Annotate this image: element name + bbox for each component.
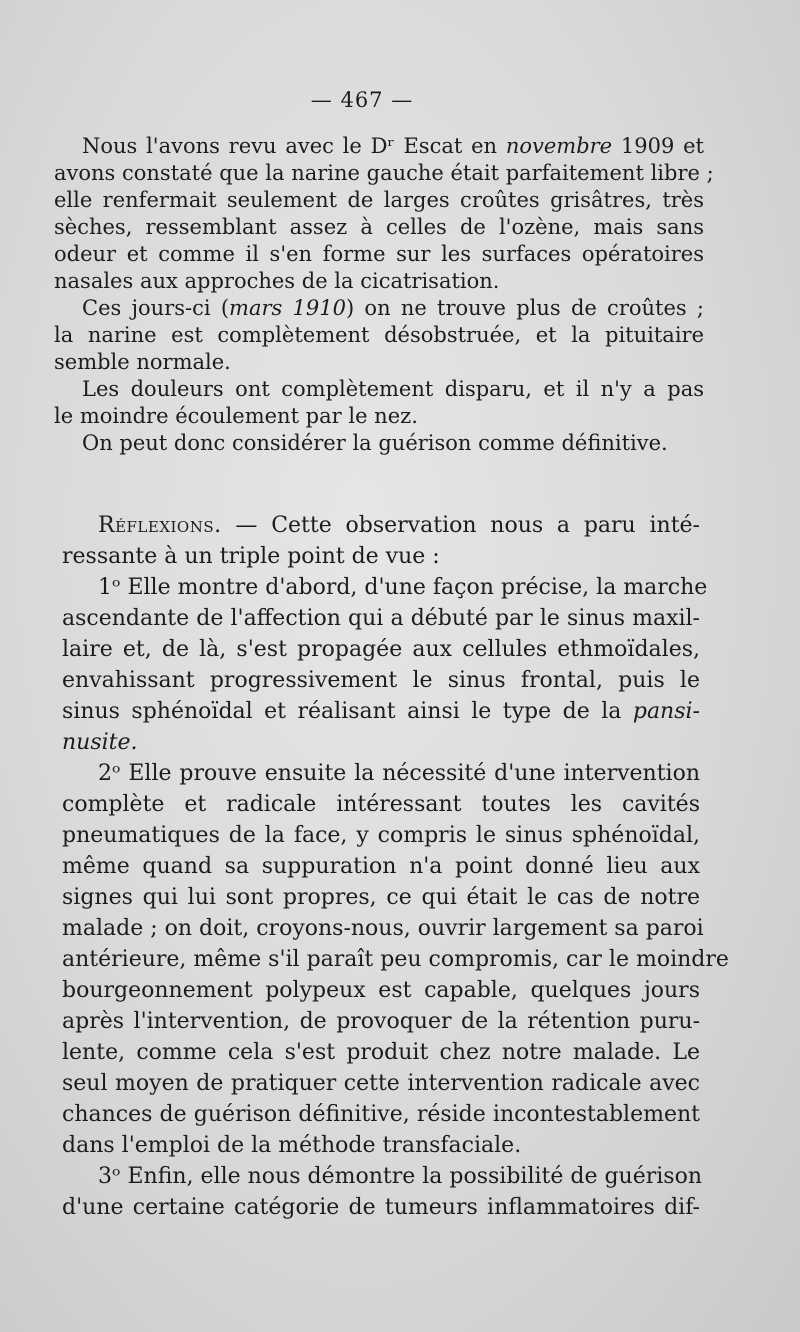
text-line: malade ; on doit, croyons-nous, ouvrir largement sa paroi [62, 916, 704, 941]
text-line: envahissant progressivement le sinus frontal, puis le [62, 668, 700, 693]
text-line: 3ᵒ Enfin, elle nous démontre la possibilité de guérison [98, 1164, 703, 1189]
text-line: chances de guérison définitive, réside incontestablement [62, 1102, 700, 1127]
text-line: 2ᵒ Elle prouve ensuite la nécessité d'une intervention [98, 761, 700, 786]
text-line: dans l'emploi de la méthode transfaciale. [62, 1133, 522, 1158]
text-line: Ces jours-ci (mars 1910) on ne trouve plus de croûtes ; [82, 296, 704, 320]
text-line: 1ᵒ Elle montre d'abord, d'une façon précise, la marche [98, 575, 708, 600]
text-line: pneumatiques de la face, y compris le sinus sphénoïdal, [62, 823, 700, 848]
text-line: elle renfermait seulement de larges croûtes grisâtres, très [54, 188, 704, 212]
text-line: le moindre écoulement par le nez. [54, 404, 418, 428]
text-line: ascendante de l'affection qui a débuté par le sinus maxil- [62, 606, 700, 631]
text-line: sèches, ressemblant assez à celles de l'ozène, mais sans [54, 215, 704, 239]
page-number: — 467 — [310, 88, 414, 112]
reflexions-paragraphs [62, 510, 729, 1223]
text-line: la narine est complètement désobstruée, et la pituitaire [54, 323, 704, 347]
text-line: laire et, de là, s'est propagée aux cellules ethmoïdales, [62, 637, 700, 662]
text-line: nasales aux approches de la cicatrisation. [54, 269, 500, 293]
text-line: lente, comme cela s'est produit chez notre malade. Le [62, 1040, 700, 1065]
text-line: ressante à un triple point de vue : [62, 544, 440, 569]
text-line: Les douleurs ont complètement disparu, et il n'y a pas [82, 377, 704, 401]
text-line: Nous l'avons revu avec le Dʳ Escat en novembre 1909 et [82, 134, 704, 158]
text-line: même quand sa suppuration n'a point donné lieu aux [62, 854, 700, 879]
observation-paragraphs [54, 133, 714, 457]
text-line: antérieure, même s'il paraît peu compromis, car le moindre [62, 947, 729, 972]
text-line: avons constaté que la narine gauche était parfaitement libre ; [54, 161, 714, 185]
text-line: d'une certaine catégorie de tumeurs inflammatoires dif- [62, 1195, 700, 1220]
text-line: On peut donc considérer la guérison comme définitive. [82, 431, 668, 455]
text-line: semble normale. [54, 350, 231, 374]
text-line: complète et radicale intéressant toutes les cavités [62, 792, 700, 817]
text-line: sinus sphénoïdal et réalisant ainsi le type de la pansi- [62, 699, 700, 724]
section-heading: Réflexions. [98, 513, 222, 538]
text-line: signes qui lui sont propres, ce qui était le cas de notre [62, 885, 700, 910]
text-line: seul moyen de pratiquer cette intervention radicale avec [62, 1071, 700, 1096]
text-line: après l'intervention, de provoquer de la rétention puru- [62, 1009, 700, 1034]
text-line: Réflexions. — Cette observation nous a paru inté- [98, 513, 700, 538]
text-line: odeur et comme il s'en forme sur les surfaces opératoires [54, 242, 704, 266]
text-line: bourgeonnement polypeux est capable, quelques jours [62, 978, 700, 1003]
text-line: nusite. [62, 730, 138, 755]
